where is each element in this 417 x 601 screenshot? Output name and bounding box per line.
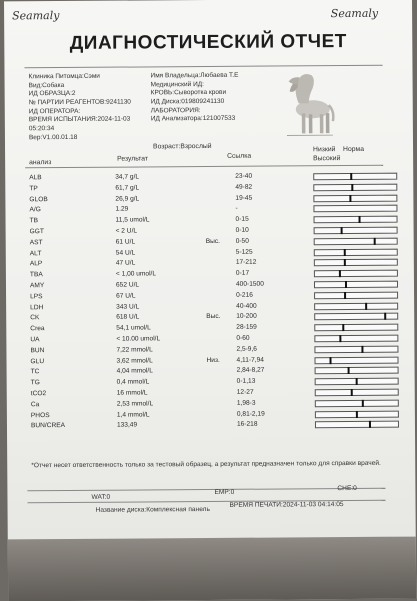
analyte-name: TP: [29, 185, 37, 192]
analyte-name: A/G: [29, 207, 40, 214]
info-left: [29, 73, 132, 143]
header-analysis: анализ: [29, 159, 51, 166]
analyte-name: GGT: [30, 228, 44, 235]
range-marker: [330, 357, 332, 364]
range-marker: [350, 173, 352, 180]
reference-range: 1,98-3: [237, 399, 256, 406]
range-bar: [313, 205, 397, 213]
range-bar: [314, 248, 398, 256]
result-value: 7,22 mmol/L: [116, 346, 152, 353]
range-bar: [315, 378, 399, 386]
reference-range: 0-10: [236, 227, 249, 234]
reference-range: 12-27: [237, 389, 254, 396]
range-bar: [315, 399, 399, 407]
range-marker: [356, 378, 358, 385]
che-flag: CHE:0: [337, 485, 356, 492]
emp-flag: EMP:0: [214, 489, 234, 496]
print-time-field: ВРЕМЯ ПЕЧАТИ:2024-11-03 04:14:05: [230, 501, 344, 509]
reference-range: 2,84-8,27: [237, 367, 265, 374]
reference-range: 23-40: [235, 173, 252, 180]
range-marker: [362, 400, 364, 407]
header-high: Высокий: [313, 155, 340, 162]
analyte-name: TBA: [30, 271, 43, 278]
range-marker: [362, 346, 364, 353]
range-marker: [339, 335, 341, 342]
analyte-name: GLOB: [29, 196, 47, 203]
analyzer-id-field: ИД Анализатора:121007533: [151, 115, 239, 124]
report-paper: [4, 0, 416, 601]
analyte-name: PHOS: [31, 412, 50, 419]
reference-range: 0-50: [236, 238, 249, 245]
analyte-name: BUN/CREA: [31, 422, 65, 429]
header-normal: Норма: [343, 146, 364, 153]
analyte-name: ALT: [30, 250, 42, 257]
analyte-name: Crea: [30, 325, 44, 332]
range-bar: [313, 173, 397, 181]
result-value: 343 U/L: [116, 303, 139, 310]
analyte-name: Ca: [31, 401, 39, 408]
result-value: 67 U/L: [116, 292, 135, 299]
sample-type-field: КРОВЬ:Сыворотка крови: [151, 89, 239, 98]
age-field: Возраст:Взрослый: [153, 143, 212, 150]
range-bar: [313, 194, 397, 202]
analyte-name: TG: [31, 379, 40, 386]
result-flag: Выс.: [206, 313, 220, 320]
result-value: 652 U/L: [116, 281, 139, 288]
result-value: 61,7 g/L: [115, 184, 139, 191]
range-bar: [315, 410, 399, 418]
result-value: 16 mmol/L: [117, 389, 148, 396]
reference-range: 19-45: [235, 194, 252, 201]
analyte-name: TB: [30, 217, 38, 224]
reference-range: 0-1,13: [237, 378, 256, 385]
disclaimer-note: *Отчет несет ответственность только за тестовый образец, а результат предназначен только для справки врачей.: [31, 459, 391, 471]
result-value: 47 U/L: [116, 260, 135, 267]
range-bar: [314, 237, 398, 245]
reference-range: 17-212: [236, 259, 257, 266]
brand-logo-left: Seamaly: [12, 9, 59, 22]
range-marker: [359, 216, 361, 223]
range-marker: [340, 227, 342, 234]
analyte-name: CK: [30, 315, 39, 322]
range-marker: [345, 281, 347, 288]
result-value: 34,7 g/L: [115, 173, 139, 180]
result-value: 0,4 mmol/L: [117, 379, 150, 386]
reference-range: 40-400: [236, 302, 257, 309]
range-bar: [315, 367, 399, 375]
range-bar: [315, 421, 399, 429]
test-time-field: ВРЕМЯ ИСПЫТАНИЯ:2024-11-03: [29, 116, 131, 125]
result-value: 11,5 umol/L: [116, 217, 150, 224]
analyte-name: ALB: [29, 174, 42, 181]
analyte-name: LPS: [30, 293, 43, 300]
result-value: 54,1 umol/L: [116, 325, 151, 332]
owner-field: Имя Владельца:Любаева Т.Е: [151, 72, 239, 81]
brand-logo-right: Seamaly: [331, 7, 378, 20]
range-bar: [315, 389, 399, 397]
range-bar: [314, 259, 398, 267]
version-field: Вер:V1.00.01.18: [29, 133, 131, 142]
range-marker: [348, 367, 350, 374]
range-bar: [314, 313, 398, 321]
report-title: ДИАГНОСТИЧЕСКИЙ ОТЧЕТ: [4, 31, 412, 56]
result-value: < 2 U/L: [116, 227, 138, 234]
range-bar: [314, 291, 398, 299]
range-marker: [369, 421, 371, 428]
range-marker: [350, 195, 352, 202]
result-value: 133,49: [117, 422, 137, 429]
range-marker: [374, 238, 376, 245]
range-marker: [344, 259, 346, 266]
disc-id-field: ИД Диска:019809241130: [151, 98, 239, 107]
reference-range: 0,81-2,19: [237, 410, 265, 417]
sample-id-field: ИД ОБРАЗЦА:2: [29, 90, 131, 99]
range-marker: [344, 249, 346, 256]
reagent-lot-field: № ПАРТИИ РЕАГЕНТОВ:9241130: [29, 99, 131, 108]
range-marker: [342, 324, 344, 331]
result-value: 4,04 mmol/L: [117, 368, 153, 375]
result-value: 54 U/L: [116, 249, 135, 256]
analyte-name: TC: [31, 369, 40, 376]
reference-range: 0-216: [236, 291, 253, 298]
range-bar: [314, 335, 398, 343]
reference-range: 0-15: [236, 216, 249, 223]
range-bar: [314, 281, 398, 289]
analyte-name: UA: [30, 336, 39, 343]
range-bar: [314, 345, 398, 353]
result-flag: Низ.: [206, 356, 219, 363]
header-result: Результат: [117, 155, 148, 162]
species-field: Вид:Собака: [29, 81, 131, 90]
analyte-name: BUN: [30, 347, 44, 354]
reference-range: 0-17: [236, 270, 249, 277]
lab-field: ЛАБОРАТОРИЯ:: [151, 107, 239, 116]
range-bar: [314, 302, 398, 310]
medical-id-field: Медицинский ИД:: [151, 80, 239, 89]
result-value: 1,4 mmol/L: [117, 411, 150, 418]
table-row: [31, 419, 401, 432]
result-value: 618 U/L: [116, 314, 139, 321]
range-marker: [339, 270, 341, 277]
divider: [25, 165, 383, 168]
range-marker: [351, 184, 353, 191]
range-marker: [344, 292, 346, 299]
reference-range: 400-1500: [236, 281, 264, 288]
range-bar: [314, 227, 398, 235]
range-bar: [314, 216, 398, 224]
reference-range: 0-60: [236, 335, 249, 342]
dog-icon: [284, 63, 335, 137]
result-value: 61 U/L: [116, 238, 135, 245]
analyte-name: LDH: [30, 304, 43, 311]
reference-range: 16-218: [237, 421, 258, 428]
result-flag: Выс.: [206, 238, 220, 245]
range-bar: [314, 270, 398, 278]
divider: [27, 488, 385, 491]
reference-range: 28-159: [236, 324, 257, 331]
test-time-clock: 05:20:34: [29, 125, 131, 134]
analyte-name: ALP: [30, 261, 43, 268]
table-surface: [8, 537, 416, 601]
result-value: 26,9 g/L: [115, 195, 139, 202]
result-value: 3,62 mmol/L: [116, 357, 152, 364]
range-marker: [366, 302, 368, 309]
reference-range: 5-125: [236, 248, 253, 255]
reference-range: 49-82: [235, 183, 252, 190]
range-bar: [314, 324, 398, 332]
analyte-name: AST: [30, 239, 43, 246]
analyte-name: GLU: [30, 358, 44, 365]
reference-range: -: [235, 205, 237, 212]
wat-flag: WAT:0: [91, 494, 110, 501]
range-marker: [351, 389, 353, 396]
range-marker: [384, 313, 386, 320]
result-value: < 10.00 umol/L: [116, 335, 160, 342]
disc-name-field: Название диска:Комплексная панель: [96, 506, 210, 514]
result-value: 2,53 mmol/L: [117, 400, 153, 407]
result-value: 1.29: [115, 206, 128, 213]
analyte-name: AMY: [30, 282, 44, 289]
clinic-field: Клиника Питомца:Сэми: [29, 73, 131, 82]
operator-field: ИД ОПЕРАТОРА:: [29, 107, 131, 116]
reference-range: 4,11-7,94: [236, 356, 263, 363]
range-bar: [314, 356, 398, 364]
range-marker: [356, 410, 358, 417]
info-right: [151, 72, 239, 125]
reference-range: 10-200: [236, 313, 257, 320]
analyte-name: tCO2: [31, 390, 46, 397]
result-value: < 1,00 umol/L: [116, 271, 156, 278]
header-reference: Ссылка: [227, 153, 251, 160]
header-low: Низкий: [313, 146, 335, 153]
results-table: [29, 171, 401, 433]
range-bar: [313, 183, 397, 191]
reference-range: 2,5-9,6: [236, 345, 257, 352]
